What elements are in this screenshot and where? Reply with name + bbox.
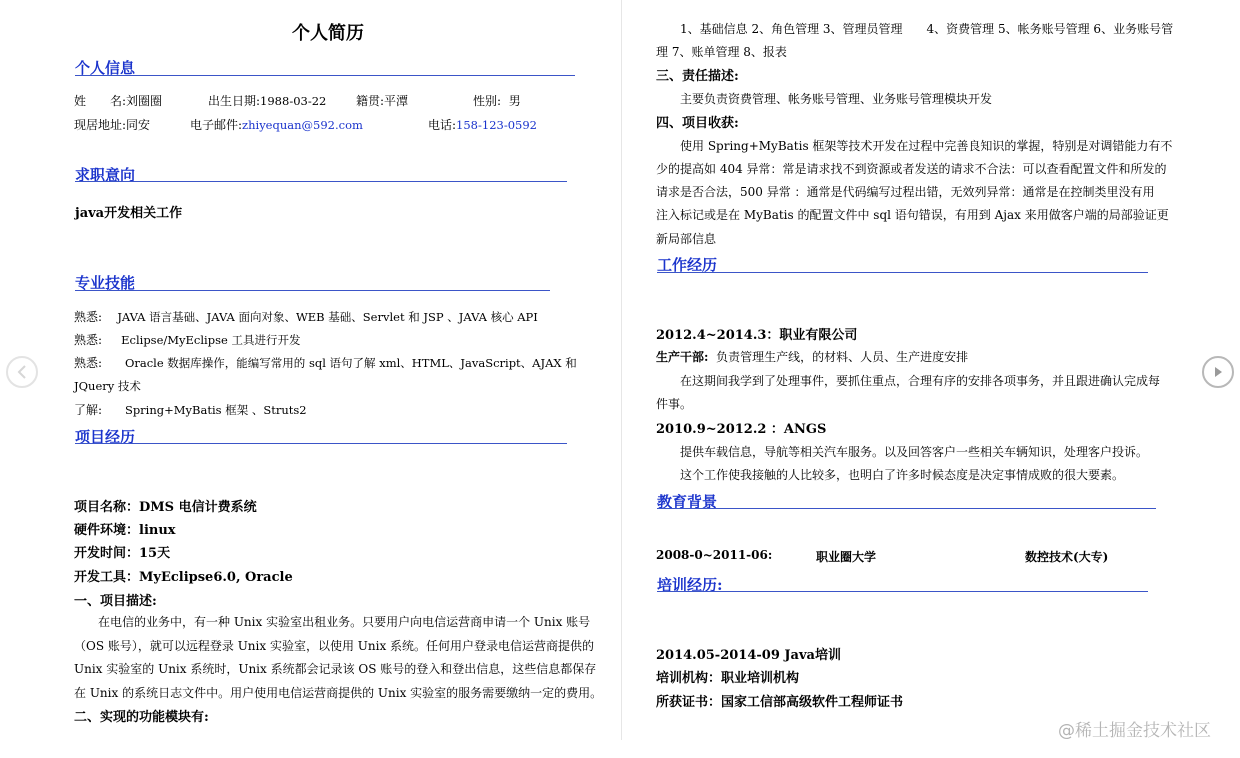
section-rule	[75, 75, 575, 76]
skill-item: 熟悉: JAVA 语言基础、JAVA 面向对象、WEB 基础、Servlet 和 JSP 、JAVA 核心 API	[74, 310, 538, 324]
origin-label: 籍贯:	[356, 94, 385, 108]
watermark: @稀土掘金技术社区	[1058, 721, 1211, 741]
project-duration: 开发时间：15天	[74, 546, 171, 561]
section-education-heading: 教育背景	[657, 493, 718, 511]
address-value: 同安	[126, 118, 151, 132]
project-desc-line: Unix 实验室的 Unix 系统时，Unix 系统都会记录该 OS 账号的登入和登出信息，这些信息都保存	[74, 662, 597, 676]
job2-line: 这个工作使我接触的人比较多，也明白了许多时候态度是决定事情成败的很大要素。	[680, 468, 1125, 482]
phone-value: 158-123-0592	[456, 118, 537, 132]
job1-line: 件事。	[656, 397, 693, 411]
birth-label: 出生日期:	[208, 94, 261, 108]
gain-line: 注入标记或是在 MyBatis 的配置文件中 sql 语句错误，有用到 Ajax 来用做客户端的局部验证更	[656, 208, 1169, 222]
phone-field	[428, 116, 537, 133]
project-desc-line: 在电信的业务中，有一种 Unix 实验室出租业务。只要用户向电信运营商申请一个 Unix 账号	[98, 615, 591, 629]
name-value: 刘圈圈	[126, 94, 163, 108]
skill-item: 熟悉: Eclipse/MyEclipse 工具进行开发	[74, 333, 301, 347]
address-field	[74, 116, 150, 133]
gender-label: 性别:	[473, 94, 502, 108]
project-desc-heading: 一、项目描述:	[74, 594, 157, 609]
project-name: 项目名称：DMS 电信计费系统	[74, 500, 257, 515]
gain-line: 请求是否合法，500 异常 ：通常是代码编写过程出错，无效列异常：通常是在控制类里没有用	[656, 185, 1155, 199]
job1-line: 在这期间我学到了处理事件，要抓住重点，合理有序的安排各项事务，并且跟进确认完成每	[680, 374, 1161, 388]
document-title: 个人简历	[292, 23, 364, 44]
job2-line: 提供车载信息，导航等相关汽车服务。以及回答客户一些相关车辆知识，处理客户投诉。	[680, 445, 1149, 459]
project-tools: 开发工具：MyEclipse6.0, Oracle	[74, 570, 293, 585]
section-intent-heading: 求职意向	[75, 166, 136, 184]
birth-value: 1988-03-22	[260, 94, 327, 108]
section-rule	[75, 443, 567, 444]
training-cert: 所获证书：国家工信部高级软件工程师证书	[656, 695, 904, 710]
job2-title: 2010.9~2012.2 ：ANGS	[656, 422, 827, 437]
name-label: 姓 名:	[74, 94, 127, 108]
birth-field	[208, 92, 326, 109]
job1-role	[656, 348, 968, 365]
section-personal-heading: 个人信息	[75, 59, 136, 77]
training-period: 2014.05-2014-09 Java培训	[656, 648, 841, 663]
education-major: 数控技术(大专)	[1025, 550, 1109, 564]
modules-line: 理 7、账单管理 8、报表	[656, 45, 787, 59]
section-rule	[657, 508, 1156, 509]
education-school: 职业圈大学	[816, 550, 877, 564]
origin-field	[356, 92, 408, 109]
email-label: 电子邮件:	[190, 118, 243, 132]
phone-label: 电话:	[428, 118, 457, 132]
origin-value: 平潭	[384, 94, 409, 108]
gain-line: 新局部信息	[656, 232, 717, 246]
section-projects-heading: 项目经历	[75, 428, 136, 446]
gain-line: 少的提高如 404 异常：常是请求找不到资源或者发送的请求不合法：可以查看配置文件和所发的	[656, 162, 1167, 176]
job1-role-text: 负责管理生产线，的材料、人员、生产进度安排	[716, 350, 969, 364]
name-field	[74, 92, 162, 109]
next-page-button[interactable]	[1202, 356, 1234, 388]
modules-line: 1、基础信息 2、角色管理 3、管理员管理 4、资费管理 5、帐务账号管理 6、业务账号管	[680, 22, 1174, 36]
skill-item: 了解: Spring+MyBatis 框架 、Struts2	[74, 403, 307, 417]
section-rule	[657, 591, 1148, 592]
responsibility-text: 主要负责资费管理、帐务账号管理、业务账号管理模块开发	[680, 92, 993, 106]
chevron-left-icon	[16, 365, 28, 379]
section-skills-heading: 专业技能	[75, 274, 136, 292]
job1-role-label: 生产干部:	[656, 350, 709, 364]
page-divider	[621, 0, 622, 740]
address-label: 现居地址:	[74, 118, 127, 132]
project-desc-line: 在 Unix 的系统日志文件中。用户使用电信运营商提供的 Unix 实验室的服务需要缴纳一定的费用。	[74, 686, 603, 700]
gain-heading: 四、项目收获:	[656, 116, 739, 131]
skill-item: JQuery 技术	[74, 379, 141, 393]
play-right-icon	[1211, 365, 1225, 379]
skill-item: 熟悉: Oracle 数据库操作，能编写常用的 sql 语句了解 xml、HTML、JavaScript、AJAX 和	[74, 356, 577, 370]
gain-line: 使用 Spring+MyBatis 框架等技术开发在过程中完善良知识的掌握，特别是对调错能力有不	[680, 139, 1173, 153]
gender-value: 男	[508, 94, 521, 108]
email-field	[190, 116, 363, 133]
project-hardware: 硬件环境：linux	[74, 523, 176, 538]
section-training-heading: 培训经历:	[657, 576, 723, 594]
responsibility-heading: 三、责任描述:	[656, 69, 739, 84]
section-work-heading: 工作经历	[657, 256, 718, 274]
section-rule	[75, 181, 567, 182]
gender-field	[473, 92, 521, 109]
education-period: 2008-0~2011-06:	[656, 548, 773, 562]
intent-text: java开发相关工作	[75, 206, 183, 221]
project-modules-heading: 二、实现的功能模块有:	[74, 710, 209, 725]
email-link[interactable]: zhiyequan@592.com	[242, 118, 363, 132]
section-rule	[75, 290, 550, 291]
section-rule	[657, 272, 1148, 273]
project-desc-line: （OS 账号），就可以远程登录 Unix 实验室，以使用 Unix 系统。任何用户登录电信运营商提供的	[74, 639, 595, 653]
training-org: 培训机构：职业培训机构	[656, 671, 800, 686]
job1-title: 2012.4~2014.3：职业有限公司	[656, 328, 858, 343]
prev-page-button[interactable]	[6, 356, 38, 388]
